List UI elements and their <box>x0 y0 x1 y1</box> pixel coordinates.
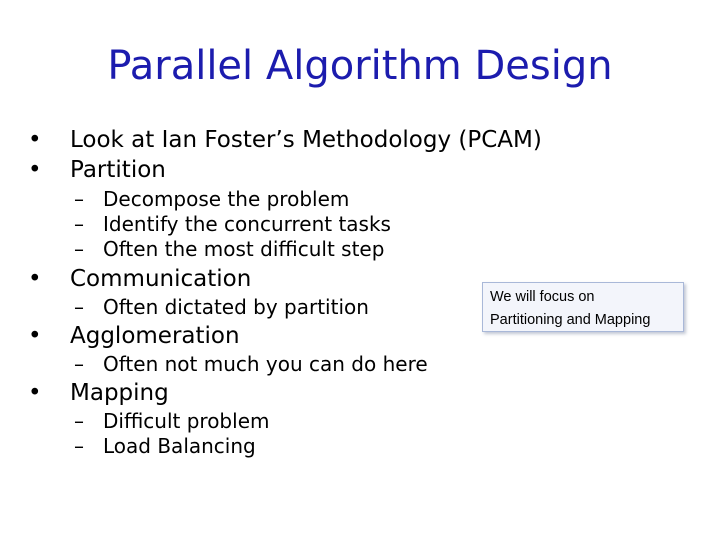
callout-line-1: We will focus on <box>490 289 595 305</box>
callout-box <box>482 282 684 332</box>
callout-line-2: Partitioning and Mapping <box>490 312 651 328</box>
dash-icon: – <box>74 409 84 433</box>
dash-icon: – <box>74 212 84 236</box>
bullet-text: Look at Ian Foster’s Methodology (PCAM) <box>70 127 542 153</box>
dash-icon: – <box>74 434 84 458</box>
sub-item-text: Decompose the problem <box>103 187 350 211</box>
bullet-icon: • <box>28 323 42 349</box>
sub-item-text: Difficult problem <box>103 409 270 433</box>
bullet-text: Communication <box>70 266 252 292</box>
sub-item-text: Often dictated by partition <box>103 295 369 319</box>
dash-icon: – <box>74 187 84 211</box>
slide-title: Parallel Algorithm Design <box>107 43 613 89</box>
bullet-icon: • <box>28 380 42 406</box>
sub-item-text: Load Balancing <box>103 434 256 458</box>
bullet-icon: • <box>28 157 42 183</box>
sub-item-text: Often not much you can do here <box>103 352 428 376</box>
bullet-icon: • <box>28 127 42 153</box>
bullet-icon: • <box>28 266 42 292</box>
bullet-text: Agglomeration <box>70 323 240 349</box>
bullet-text: Mapping <box>70 380 169 406</box>
dash-icon: – <box>74 237 84 261</box>
sub-item-text: Often the most difficult step <box>103 237 385 261</box>
bullet-text: Partition <box>70 157 166 183</box>
dash-icon: – <box>74 352 84 376</box>
dash-icon: – <box>74 295 84 319</box>
sub-item-text: Identify the concurrent tasks <box>103 212 391 236</box>
